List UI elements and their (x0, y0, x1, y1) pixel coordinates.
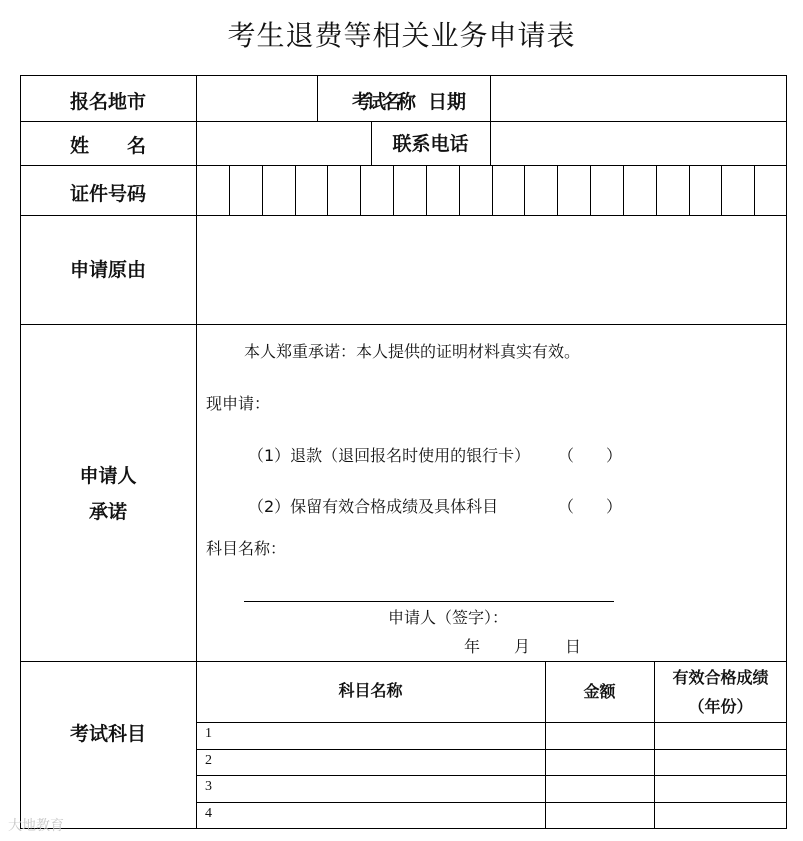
option-refund-checkbox[interactable]: （ ） (558, 446, 623, 465)
subject-name-prompt: 科目名称： (206, 539, 287, 558)
id-digit-box-divider (295, 165, 296, 215)
form-title: 考生退费等相关业务申请表 (227, 19, 576, 52)
cell-divider (490, 75, 491, 121)
subject-row-divider (196, 722, 787, 723)
id-digit-box-divider (229, 165, 230, 215)
pledge-label-line2: 承诺 (88, 501, 127, 523)
subject-row-number: 1 (205, 726, 212, 741)
id-digit-box-divider (590, 165, 591, 215)
id-digit-box-divider (754, 165, 755, 215)
subject-row-number: 2 (205, 753, 212, 768)
amount-header: 金额 (583, 682, 616, 701)
signature-line (244, 601, 614, 602)
id-digit-box-divider (327, 165, 328, 215)
row-divider (20, 215, 787, 216)
cell-divider (490, 121, 491, 165)
option-refund: （1）退款（退回报名时使用的银行卡） (248, 446, 531, 465)
year-header: （年份） (688, 697, 753, 716)
id-digit-box-divider (459, 165, 460, 215)
signature-label: 申请人（签字）： (388, 608, 509, 627)
exam-name-label: 考试名称 (352, 91, 413, 113)
row-divider (20, 121, 787, 122)
subject-row-divider (196, 749, 787, 750)
option-retain-checkbox[interactable]: （ ） (558, 497, 623, 516)
valid-score-header: 有效合格成绩 (672, 668, 769, 687)
cell-divider (317, 75, 318, 121)
year-label: 年 (464, 637, 481, 656)
id-digit-box-divider (689, 165, 690, 215)
subject-row-number: 4 (205, 806, 212, 821)
id-digit-box-divider (492, 165, 493, 215)
id-digit-box-divider (721, 165, 722, 215)
date-label: 日期 (428, 91, 467, 113)
subject-row-number: 3 (205, 779, 212, 794)
id-digit-box-divider (524, 165, 525, 215)
row-divider (20, 165, 787, 166)
label-column-divider (196, 75, 197, 829)
pledge-statement: 本人郑重承诺：本人提供的证明材料真实有效。 (244, 342, 581, 361)
id-digit-box-divider (426, 165, 427, 215)
id-digit-box-divider (262, 165, 263, 215)
id-digit-box-divider (393, 165, 394, 215)
subject-name-header: 科目名称 (338, 681, 403, 700)
subject-row-divider (196, 775, 787, 776)
id-digit-box-divider (656, 165, 657, 215)
row-divider (20, 324, 787, 325)
name-label: 姓 名 (69, 135, 146, 157)
phone-label: 联系电话 (392, 133, 469, 155)
id-digit-box-divider (623, 165, 624, 215)
row-divider (20, 661, 787, 662)
subjects-label: 考试科目 (69, 723, 146, 745)
pledge-label-line1: 申请人 (79, 465, 137, 487)
day-label: 日 (565, 637, 582, 656)
id-label: 证件号码 (69, 183, 146, 205)
reason-label: 申请原由 (69, 259, 146, 281)
id-digit-box-divider (557, 165, 558, 215)
apply-now-text: 现申请： (206, 394, 271, 413)
month-label: 月 (514, 637, 531, 656)
subject-col-divider (654, 661, 655, 829)
city-label: 报名地市 (69, 91, 146, 113)
watermark-logo: 大地教育 (8, 818, 64, 834)
option-retain-scores: （2）保留有效合格成绩及具体科目 (248, 497, 499, 516)
id-digit-box-divider (360, 165, 361, 215)
subject-row-divider (196, 802, 787, 803)
